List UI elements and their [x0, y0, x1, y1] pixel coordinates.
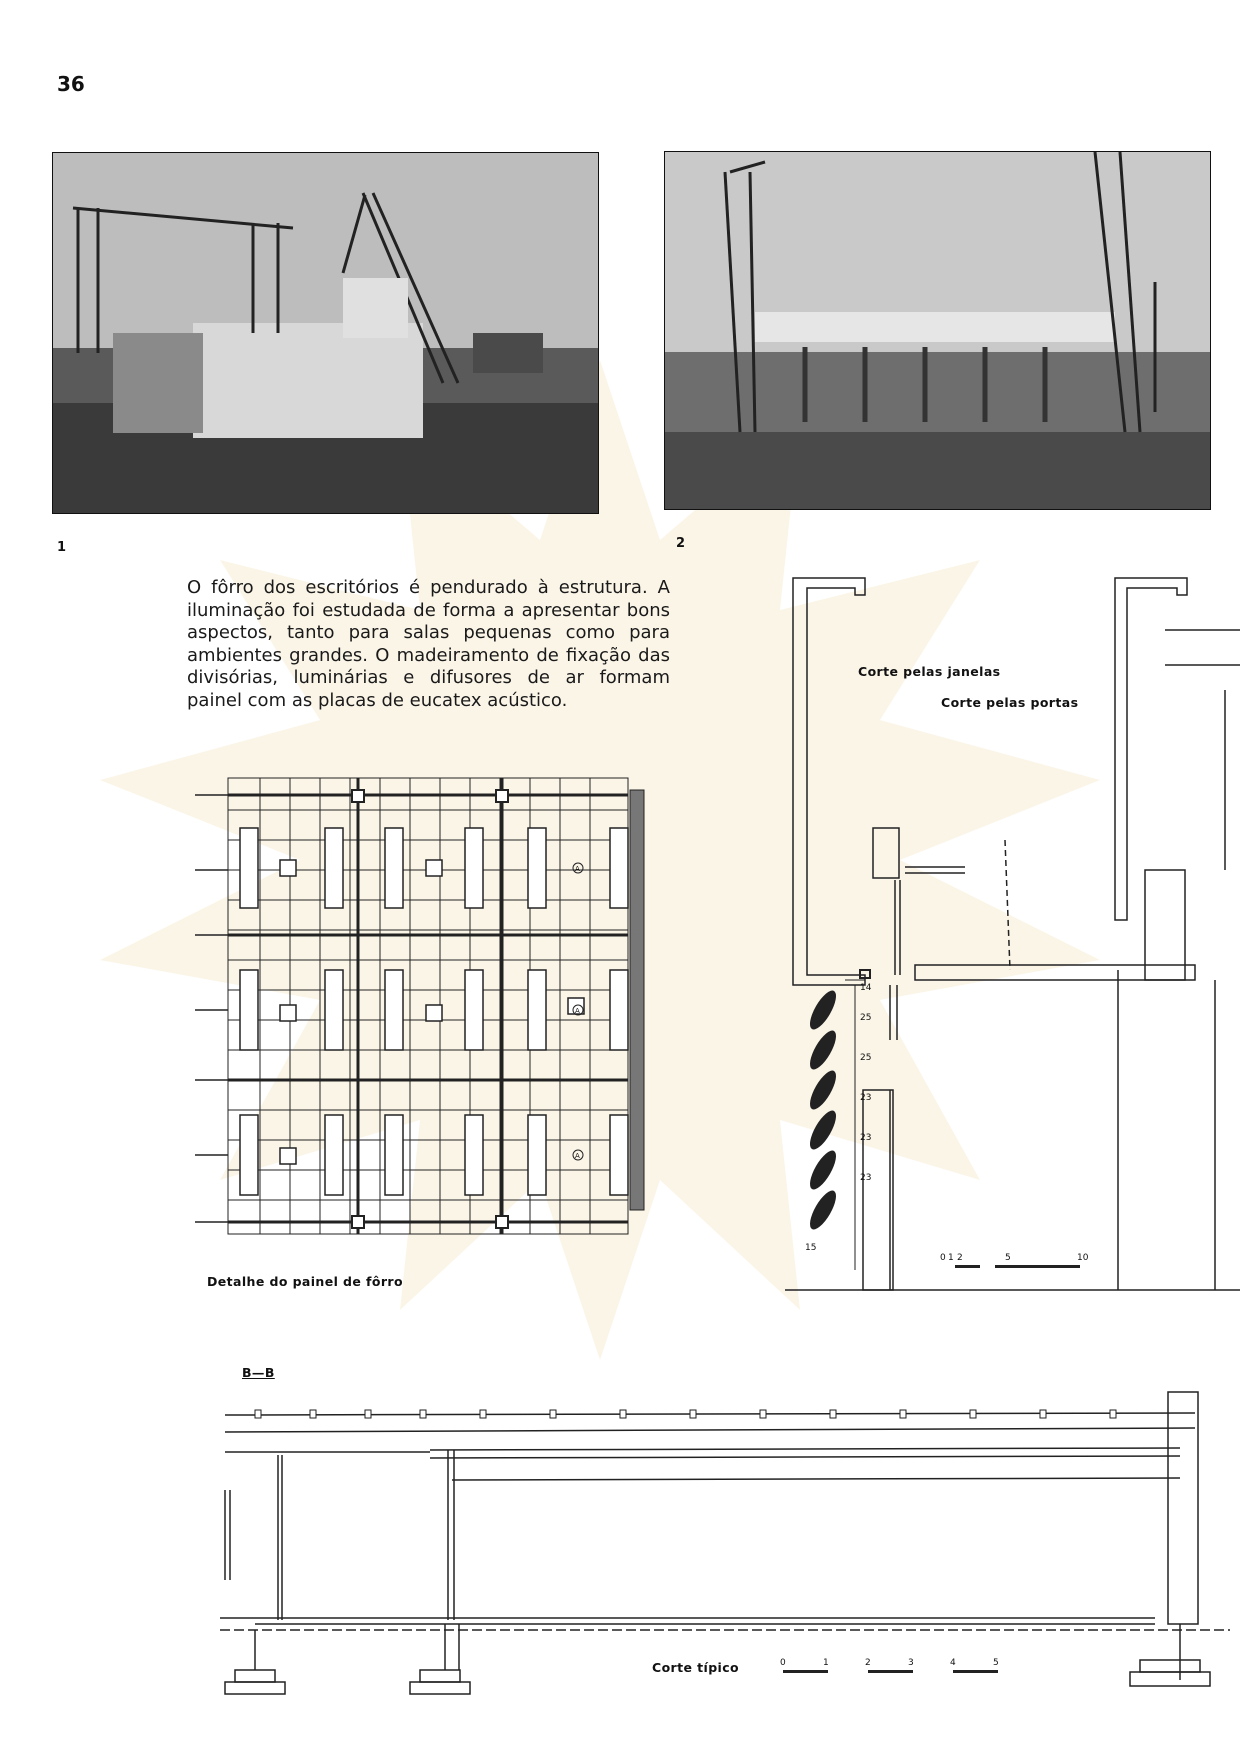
scale-tick-label: 2 — [957, 1253, 963, 1263]
window-section-label: Corte pelas janelas — [858, 664, 1001, 679]
page-number: 36 — [57, 72, 85, 96]
dimension-label: 15 — [805, 1243, 817, 1253]
dimension-label: 14 — [860, 983, 872, 993]
scale-tick-label: 10 — [1077, 1253, 1089, 1263]
body-paragraph: O fôrro dos escritórios é pendurado à estrutura. A iluminação foi estudada de forma a apresentar bons aspectos, tanto para salas pequenas como para ambientes grandes. O madeiramento de fixação das divisórias, luminárias e difusores de ar formam painel com as placas de eucatex acústico. — [187, 577, 670, 711]
dimension-label: 25 — [860, 1013, 872, 1023]
typical-section-title: Corte típico — [652, 1660, 740, 1675]
dimension-label: 23 — [860, 1133, 872, 1143]
scale-tick-label: 5 — [993, 1658, 999, 1668]
door-section-label: Corte pelas portas — [941, 695, 1079, 710]
scale-tick-label: 1 — [948, 1253, 954, 1263]
scale-tick-label: 2 — [865, 1658, 871, 1668]
scale-tick-label: 0 — [780, 1658, 786, 1668]
photo-caption-number: 2 — [676, 536, 686, 551]
scale-tick-label: 4 — [950, 1658, 956, 1668]
panel-mark: A — [575, 1007, 580, 1015]
scale-tick-label: 5 — [1005, 1253, 1011, 1263]
photo-construction-cranes — [664, 151, 1211, 510]
panel-mark: A — [575, 865, 580, 873]
window-door-section-drawing — [785, 570, 1240, 1305]
photo-construction-gantry — [52, 152, 599, 514]
section-mark: B—B — [242, 1365, 275, 1380]
dimension-label: 23 — [860, 1173, 872, 1183]
dimension-label: 23 — [860, 1093, 872, 1103]
scale-tick-label: 0 — [940, 1253, 946, 1263]
panel-mark: A — [575, 1152, 580, 1160]
dimension-label: 25 — [860, 1053, 872, 1063]
ceiling-panel-drawing — [190, 770, 670, 1245]
ceiling-panel-title: Detalhe do painel de fôrro — [207, 1274, 403, 1289]
scale-tick-label: 1 — [823, 1658, 829, 1668]
scale-tick-label: 3 — [908, 1658, 914, 1668]
photo-caption-number: 1 — [57, 540, 67, 555]
